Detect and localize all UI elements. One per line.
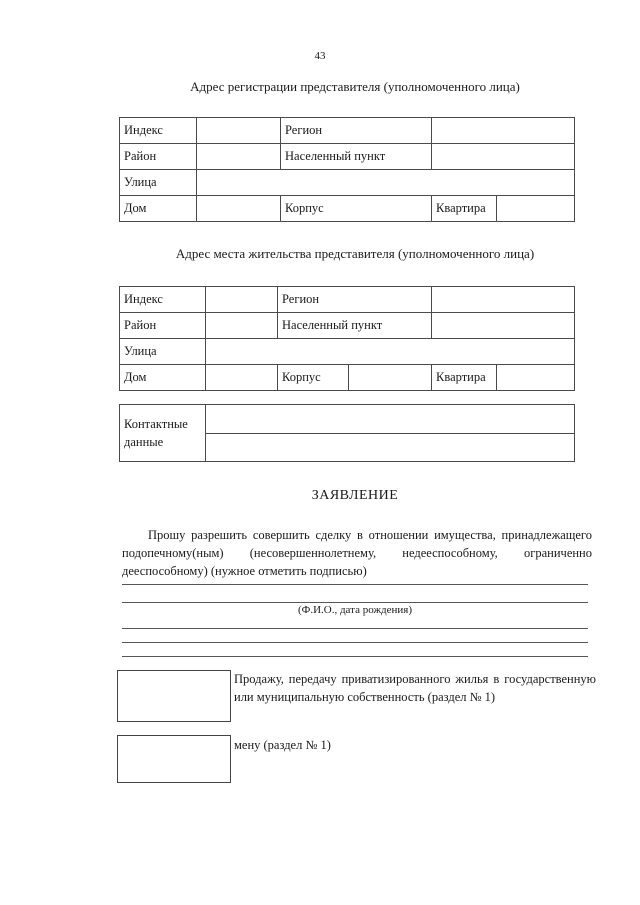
contacts-label-line1: Контактные <box>124 417 188 431</box>
region-label: Регион <box>281 118 432 144</box>
region-field[interactable] <box>432 118 575 144</box>
sale-transfer-option-text: Продажу, передачу приватизированного жилья в государственную или муниципальную собственность (раздел № 1) <box>234 672 596 704</box>
statement-paragraph-text: Прошу разрешить совершить сделку в отношении имущества, принадлежащего подопечному(ным) (несовершеннолетнему, недееспособному, ограниченно дееспособному) (нужное отметить подписью) <box>122 528 592 578</box>
fio-line-4[interactable] <box>122 642 588 643</box>
registration-address-title: Адрес регистрации представителя (уполномоченного лица) <box>190 79 520 94</box>
contacts-field-2[interactable] <box>206 433 575 462</box>
house-label: Дом <box>120 196 197 222</box>
residence-address-table <box>119 286 575 391</box>
house-label: Дом <box>120 365 206 391</box>
locality-field[interactable] <box>432 313 575 339</box>
table-row <box>120 144 575 170</box>
contacts-label-line2: данные <box>124 435 164 449</box>
exchange-checkbox[interactable] <box>117 735 231 783</box>
table-row <box>120 313 575 339</box>
apartment-label: Квартира <box>432 196 497 222</box>
district-label: Район <box>120 144 197 170</box>
district-field[interactable] <box>206 313 278 339</box>
house-field[interactable] <box>197 196 281 222</box>
fio-line-1[interactable] <box>122 584 588 585</box>
apartment-label: Квартира <box>432 365 497 391</box>
apartment-field[interactable] <box>497 365 575 391</box>
sale-transfer-checkbox[interactable] <box>117 670 231 722</box>
building-label: Корпус <box>281 196 432 222</box>
building-label: Корпус <box>278 365 349 391</box>
street-field[interactable] <box>197 170 575 196</box>
table-row <box>120 170 575 196</box>
registration-address-table <box>119 117 575 222</box>
contacts-table <box>119 404 575 462</box>
table-row <box>120 405 575 434</box>
fio-line-3[interactable] <box>122 628 588 629</box>
exchange-option-text: мену (раздел № 1) <box>234 738 331 752</box>
residence-address-title: Адрес места жительства представителя (уполномоченного лица) <box>175 246 535 261</box>
table-row <box>120 118 575 144</box>
fio-line-5[interactable] <box>122 656 588 657</box>
statement-heading: ЗАЯВЛЕНИЕ <box>311 488 399 503</box>
house-field[interactable] <box>206 365 278 391</box>
page-number: 43 <box>314 50 326 62</box>
fio-caption: (Ф.И.О., дата рождения) <box>297 604 413 616</box>
fio-line-2[interactable] <box>122 602 588 603</box>
contacts-label <box>120 405 206 462</box>
region-field[interactable] <box>432 287 575 313</box>
locality-label: Населенный пункт <box>281 144 432 170</box>
locality-field[interactable] <box>432 144 575 170</box>
table-row <box>120 339 575 365</box>
district-label: Район <box>120 313 206 339</box>
apartment-field[interactable] <box>497 196 575 222</box>
index-field[interactable] <box>197 118 281 144</box>
index-field[interactable] <box>206 287 278 313</box>
street-label: Улица <box>120 339 206 365</box>
table-row <box>120 365 575 391</box>
building-field[interactable] <box>349 365 432 391</box>
region-label: Регион <box>278 287 432 313</box>
index-label: Индекс <box>120 287 206 313</box>
district-field[interactable] <box>197 144 281 170</box>
contacts-field-1[interactable] <box>206 405 575 434</box>
locality-label: Населенный пункт <box>278 313 432 339</box>
street-label: Улица <box>120 170 197 196</box>
statement-paragraph <box>122 526 592 580</box>
index-label: Индекс <box>120 118 197 144</box>
street-field[interactable] <box>206 339 575 365</box>
table-row <box>120 287 575 313</box>
table-row <box>120 196 575 222</box>
